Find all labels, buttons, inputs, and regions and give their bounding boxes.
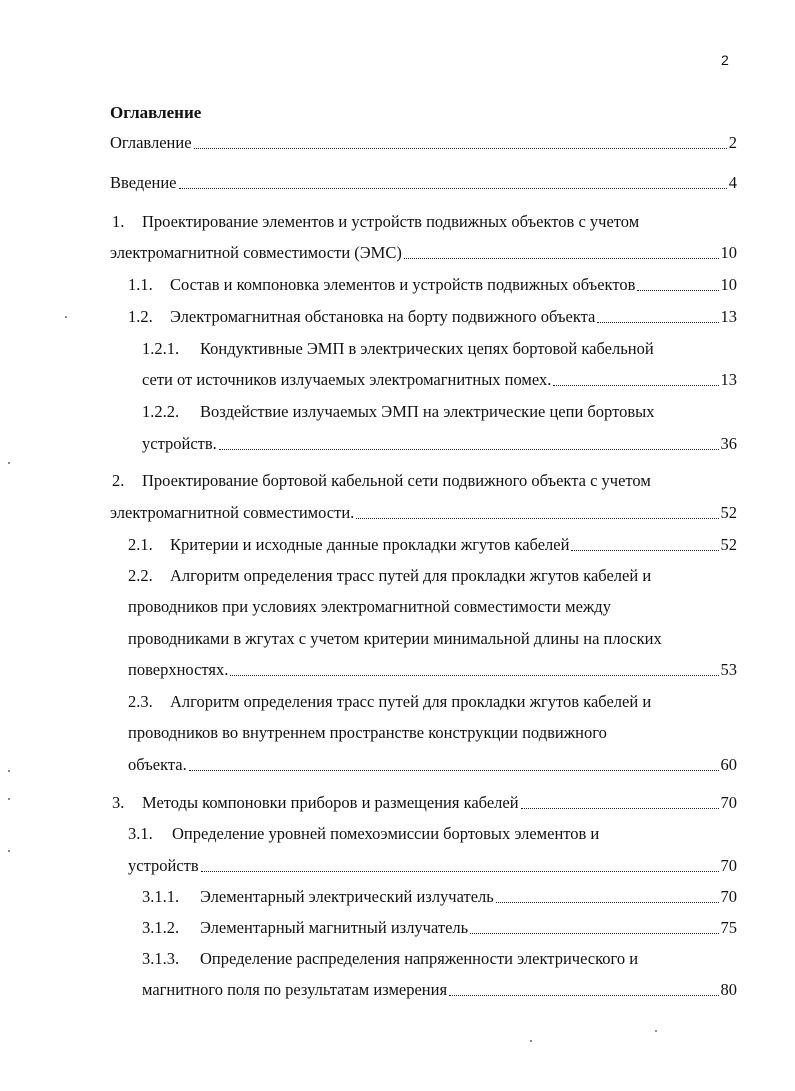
- dot-leader: [496, 902, 719, 903]
- dot-leader: [179, 188, 727, 189]
- toc-entry-number: 2.: [112, 471, 125, 490]
- toc-entry-2-1[interactable]: [128, 533, 737, 557]
- dot-leader: [637, 290, 718, 291]
- toc-entry-3-1-line1[interactable]: [128, 822, 599, 846]
- toc-entry-3[interactable]: [112, 791, 737, 815]
- toc-entry-2-3-line3[interactable]: [128, 753, 737, 777]
- toc-entry-contents[interactable]: [110, 131, 737, 155]
- dot-leader: [189, 770, 719, 771]
- dot-leader: [194, 148, 727, 149]
- toc-entry-3-1-line2[interactable]: [128, 854, 737, 878]
- dot-leader: [470, 933, 718, 934]
- toc-entry-title-cont: поверхностях.: [128, 660, 229, 679]
- toc-entry-1-2[interactable]: [128, 305, 737, 329]
- scan-speck: [8, 850, 10, 852]
- toc-entry-introduction[interactable]: [110, 171, 737, 195]
- toc-entry-page: 70: [720, 793, 737, 812]
- toc-entry-2-line2[interactable]: [110, 501, 737, 525]
- toc-entry-page: 52: [720, 535, 737, 554]
- toc-entry-1-line1[interactable]: [112, 210, 639, 234]
- toc-entry-3-1-1[interactable]: [142, 885, 737, 909]
- scan-speck: [530, 1040, 532, 1042]
- dot-leader: [597, 322, 718, 323]
- toc-entry-2-line1[interactable]: [112, 469, 651, 493]
- dot-leader: [553, 385, 718, 386]
- toc-entry-title: Оглавление: [110, 133, 192, 152]
- toc-entry-title: Определение уровней помехоэмиссии бортовых элементов и: [172, 824, 600, 843]
- toc-entry-page: 10: [720, 243, 737, 262]
- toc-entry-page: 60: [720, 755, 737, 774]
- toc-entry-page: 10: [720, 275, 737, 294]
- page-number: 2: [721, 52, 729, 68]
- scan-speck: [65, 316, 67, 318]
- toc-entry-title-cont: магнитного поля по результатам измерения: [142, 980, 448, 999]
- toc-entry-title-cont: сети от источников излучаемых электромагнитных помех.: [142, 370, 552, 389]
- toc-entry-2-2-line3[interactable]: [128, 627, 662, 651]
- toc-entry-title: Критерии и исходные данные прокладки жгутов кабелей: [170, 535, 570, 554]
- scan-speck: [8, 798, 10, 800]
- toc-entry-title: Проектирование элементов и устройств подвижных объектов с учетом: [142, 212, 640, 231]
- toc-entry-number: 1.1.: [128, 275, 153, 294]
- toc-entry-title: Алгоритм определения трасс путей для прокладки жгутов кабелей и: [170, 566, 652, 585]
- toc-entry-1-2-1-line1[interactable]: [142, 337, 654, 361]
- toc-entry-2-2-line1[interactable]: [128, 564, 651, 588]
- toc-entry-number: 1.2.: [128, 307, 153, 326]
- toc-entry-title: Определение распределения напряженности электрического и: [200, 949, 639, 968]
- toc-entry-title: Воздействие излучаемых ЭМП на электрические цепи бортовых: [200, 402, 655, 421]
- toc-entry-3-1-3-line2[interactable]: [142, 978, 737, 1002]
- toc-heading: Оглавление: [110, 103, 202, 122]
- dot-leader: [219, 449, 719, 450]
- toc-entry-page: 53: [720, 660, 737, 679]
- toc-entry-title-cont: объекта.: [128, 755, 187, 774]
- toc-entry-number: 2.1.: [128, 535, 153, 554]
- toc-entry-number: 3.: [112, 793, 125, 812]
- toc-entry-number: 3.1.3.: [142, 949, 180, 968]
- toc-entry-title-cont: электромагнитной совместимости (ЭМС): [110, 243, 402, 262]
- toc-entry-1-2-2-line1[interactable]: [142, 400, 654, 424]
- toc-entry-title: Проектирование бортовой кабельной сети подвижного объекта с учетом: [142, 471, 651, 490]
- toc-entry-title: Элементарный электрический излучатель: [200, 887, 494, 906]
- scan-speck: [655, 1030, 657, 1032]
- dot-leader: [201, 871, 719, 872]
- scan-speck: [8, 770, 10, 772]
- dot-leader: [449, 995, 718, 996]
- toc-entry-3-1-2[interactable]: [142, 916, 737, 940]
- toc-entry-title-cont: устройств.: [142, 434, 217, 453]
- toc-entry-page: 80: [720, 980, 737, 999]
- toc-entry-page: 52: [720, 503, 737, 522]
- toc-entry-number: 2.2.: [128, 566, 153, 585]
- dot-leader: [356, 518, 718, 519]
- toc-entry-title-cont: электромагнитной совместимости.: [110, 503, 355, 522]
- dot-leader: [404, 258, 719, 259]
- toc-entry-page: 2: [728, 133, 737, 152]
- toc-entry-title: Элементарный магнитный излучатель: [200, 918, 469, 937]
- toc-entry-title: Введение: [110, 173, 177, 192]
- toc-entry-title: Кондуктивные ЭМП в электрических цепях бортовой кабельной: [200, 339, 654, 358]
- toc-entry-page: 4: [728, 173, 737, 192]
- toc-entry-title: Состав и компоновка элементов и устройств подвижных объектов: [170, 275, 636, 294]
- toc-entry-number: 1.2.2.: [142, 402, 180, 421]
- toc-entry-2-2-line2[interactable]: [128, 595, 611, 619]
- toc-entry-page: 13: [720, 370, 737, 389]
- toc-entry-number: 1.2.1.: [142, 339, 180, 358]
- toc-entry-number: 3.1.: [128, 824, 153, 843]
- toc-entry-title-cont: устройств: [128, 856, 199, 875]
- toc-entry-title-cont: проводников при условиях электромагнитной совместимости между: [128, 597, 611, 616]
- toc-entry-title: Методы компоновки приборов и размещения кабелей: [142, 793, 519, 812]
- toc-entry-2-3-line2[interactable]: [128, 721, 607, 745]
- dot-leader: [521, 808, 719, 809]
- toc-entry-2-3-line1[interactable]: [128, 690, 651, 714]
- toc-entry-title: Электромагнитная обстановка на борту подвижного объекта: [170, 307, 596, 326]
- toc-entry-page: 70: [720, 856, 737, 875]
- dot-leader: [571, 550, 718, 551]
- toc-entry-number: 3.1.1.: [142, 887, 180, 906]
- toc-entry-title: Алгоритм определения трасс путей для прокладки жгутов кабелей и: [170, 692, 652, 711]
- toc-entry-page: 13: [720, 307, 737, 326]
- toc-entry-title-cont: проводниками в жгутах с учетом критерии минимальной длины на плоских: [128, 629, 662, 648]
- toc-entry-title-cont: проводников во внутреннем пространстве конструкции подвижного: [128, 723, 607, 742]
- toc-entry-1-line2[interactable]: [110, 241, 737, 265]
- toc-entry-1-2-1-line2[interactable]: [142, 368, 737, 392]
- toc-entry-page: 36: [720, 434, 737, 453]
- toc-entry-2-2-line4[interactable]: [128, 658, 737, 682]
- toc-entry-1-2-2-line2[interactable]: [142, 432, 737, 456]
- toc-entry-page: 75: [720, 918, 737, 937]
- toc-entry-1-1[interactable]: [128, 273, 737, 297]
- toc-entry-number: 3.1.2.: [142, 918, 180, 937]
- toc-entry-number: 1.: [112, 212, 125, 231]
- toc-entry-page: 70: [720, 887, 737, 906]
- toc-entry-number: 2.3.: [128, 692, 153, 711]
- toc-entry-3-1-3-line1[interactable]: [142, 947, 638, 971]
- dot-leader: [230, 675, 718, 676]
- scan-speck: [8, 462, 10, 464]
